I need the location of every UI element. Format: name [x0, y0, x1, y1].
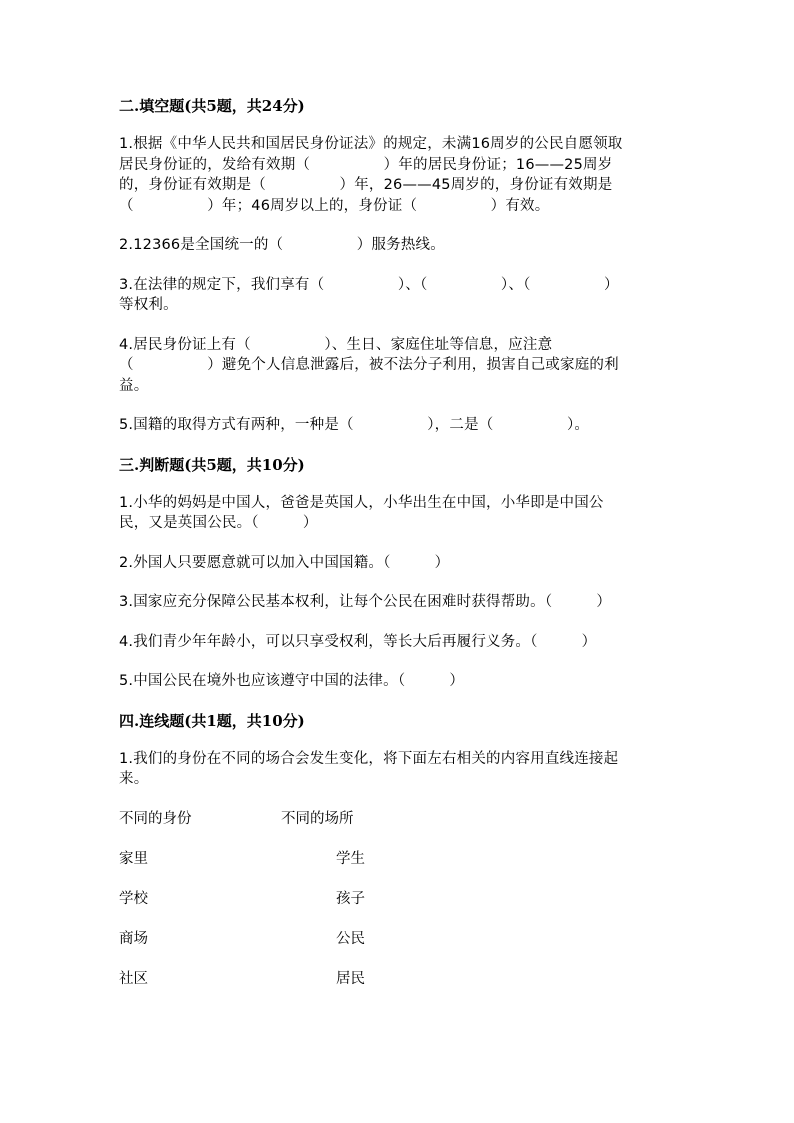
question-item [119, 493, 679, 534]
section-title: 四.连线题(共1题，共10分) [119, 711, 305, 730]
question-item [119, 335, 679, 397]
matching-right-item: 公民 [336, 930, 365, 947]
question-line: 来。 [119, 771, 149, 787]
exam-page [119, 96, 679, 1009]
matching-right-item: 孩子 [336, 890, 365, 907]
question-line: 3.在法律的规定下，我们享有（ ）、（ ）、（ ） [119, 276, 619, 293]
matching-left-item: 商场 [119, 930, 148, 947]
question-line: 2.外国人只要愿意就可以加入中国国籍。（ ） [119, 554, 450, 571]
question-line: 5.中国公民在境外也应该遵守中国的法律。（ ） [119, 673, 465, 689]
question-line: 的，身份证有效期是（ ）年，26——45周岁的，身份证有效期是 [119, 177, 613, 193]
section-true-false [119, 455, 679, 692]
question-item [119, 749, 679, 790]
matching-header-right: 不同的场所 [281, 810, 354, 827]
matching-row [119, 969, 679, 989]
question-line: （ ）避免个人信息泄露后，被不法分子利用，损害自己或家庭的利 [119, 357, 619, 373]
question-line: 1.小华的妈妈是中国人，爸爸是英国人，小华出生在中国，小华即是中国公 [119, 494, 604, 511]
question-item [119, 275, 679, 316]
matching-row [119, 849, 679, 869]
matching-left-item: 学校 [119, 890, 148, 907]
question-item [119, 134, 679, 216]
question-line: 3.国家应充分保障公民基本权利，让每个公民在困难时获得帮助。（ ） [119, 594, 612, 610]
question-line: 益。 [119, 377, 149, 394]
question-item [119, 415, 679, 436]
question-line: 1.我们的身份在不同的场合会发生变化，将下面左右相关的内容用直线连接起 [119, 750, 619, 767]
question-item [119, 235, 679, 256]
question-line: 2.12366是全国统一的（ ）服务热线。 [119, 237, 445, 253]
section-title: 三.判断题(共5题，共10分) [119, 455, 305, 474]
question-line: （ ）年；46周岁以上的，身份证（ ）有效。 [119, 197, 550, 214]
question-line: 4.居民身份证上有（ ）、生日、家庭住址等信息，应注意 [119, 336, 553, 353]
question-line: 民，又是英国公民。（ ） [119, 515, 318, 531]
question-item [119, 632, 679, 653]
question-line: 1.根据《中华人民共和国居民身份证法》的规定，未满16周岁的公民自愿领取 [119, 136, 623, 152]
matching-row [119, 929, 679, 949]
section-fill-in-blank [119, 96, 679, 436]
section-title: 二.填空题(共5题，共24分) [119, 97, 305, 115]
question-line: 等权利。 [119, 297, 178, 313]
question-item [119, 671, 679, 692]
matching-right-item: 学生 [336, 850, 365, 867]
matching-header [119, 809, 679, 829]
question-line: 居民身份证的，发给有效期（ ）年的居民身份证；16——25周岁 [119, 156, 613, 173]
question-item [119, 592, 679, 613]
matching-left-item: 社区 [119, 970, 148, 987]
question-item [119, 553, 679, 574]
section-matching [119, 711, 679, 989]
matching-header-left: 不同的身份 [119, 810, 192, 827]
question-line: 4.我们青少年年龄小，可以只享受权利，等长大后再履行义务。（ ） [119, 633, 597, 650]
question-line: 5.国籍的取得方式有两种，一种是（ ），二是（ ）。 [119, 417, 590, 433]
matching-left-item: 家里 [119, 850, 148, 867]
matching-row [119, 889, 679, 909]
matching-right-item: 居民 [336, 970, 365, 987]
